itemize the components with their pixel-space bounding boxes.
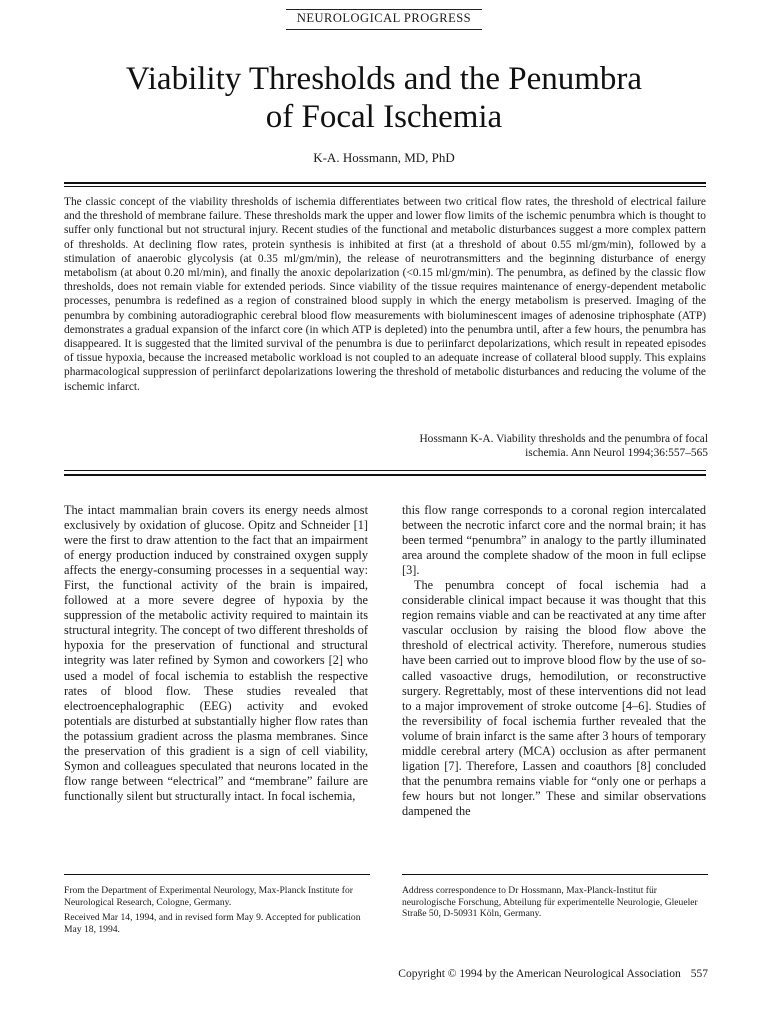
abstract-rule-thin bbox=[64, 186, 706, 187]
copyright-line bbox=[300, 968, 708, 980]
section-heading: NEUROLOGICAL PROGRESS bbox=[296, 11, 472, 25]
body-paragraph: The penumbra concept of focal ischemia had a considerable clinical impact because it was thought that this region remains viable and can be reactivated at any time after vascular occlusion by raising the blood flow above the threshold of electrical activity. Therefore, numerous studies have been carried out to improve blood flow by the use of so-called vasoactive drugs, hemodilution, or reconstructive surgery. Regrettably, most of these interventions did not lead to a major improvement of stroke outcome [4–6]. Studies of the reversibility of focal ischemia further revealed that the volume of brain infarct is the same after 3 hours of temporary middle cerebral artery (MCA) occlusion as after permanent ligation [7]. Therefore, Lassen and coauthors [8] concluded that the penumbra remains viable for “only one or perhaps a few hours but not longer.” These and similar observations dampened the bbox=[402, 578, 706, 818]
body-column-left bbox=[64, 503, 368, 804]
header-rule-top bbox=[286, 9, 482, 10]
title-line-1: Viability Thresholds and the Penumbra bbox=[125, 61, 643, 97]
body-paragraph: The intact mammalian brain covers its energy needs almost exclusively by oxidation of glucose. Opitz and Schneider [1] were the first to draw attention to the fact that an impairment of energy production induced by constrained oxygen supply affects the energy-consuming processes in a sequential way: First, the functional activity of the brain is impaired, followed at a more severe degree of hypoxia by the suppression of the metabolic activity required to maintain its structural integrity. The concept of two different thresholds of hypoxia for the preservation of functional and structural integrity was later refined by Symon and coworkers [2] who used a model of focal ischemia to establish the respective rates of blood flow. These studies revealed that electroencephalographic (EEG) activity and evoked potentials are disturbed at substantially higher flow rates than the potassium gradient across the plasma membranes. Since the preservation of this gradient is a sign of cell viability, Symon and colleagues speculated that neurons located in the flow range between “electrical” and “membrane” failure are functionally silent but structurally intact. In focal ischemia, bbox=[64, 503, 368, 803]
abstract-end-rule-thin bbox=[64, 470, 706, 471]
author-line: K-A. Hossmann, MD, PhD bbox=[313, 150, 455, 165]
abstract-end-rule-thick bbox=[64, 474, 706, 476]
footnote-left bbox=[64, 885, 368, 939]
body-column-right bbox=[402, 503, 706, 819]
copyright-text: Copyright © 1994 by the American Neurological Association bbox=[398, 968, 681, 980]
header-rule-bottom bbox=[286, 29, 482, 30]
abstract-rule-thick bbox=[64, 182, 706, 184]
page-number: 557 bbox=[690, 968, 708, 980]
title-line-2: of Focal Ischemia bbox=[265, 99, 503, 135]
footnote-rule-left bbox=[64, 874, 370, 875]
affiliation-note: From the Department of Experimental Neurology, Max-Planck Institute for Neurological Research, Cologne, Germany. bbox=[64, 885, 353, 908]
footnote-right bbox=[402, 885, 706, 924]
abstract-text: The classic concept of the viability thresholds of ischemia differentiates between two critical flow rates, the threshold of electrical failure and the threshold of membrane failure. These thresholds mark the upper and lower flow limits of the ischemic penumbra which is thought to suffer only functional but not structural injury. Recent studies of the functional and metabolic disturbances suggest a more complex pattern of thresholds. At declining flow rates, protein synthesis is inhibited at first (at a threshold of about 0.55 ml/gm/min), followed by a stimulation of anaerobic glycolysis (at 0.35 ml/gm/min), the release of neurotransmitters and the beginning disturbance of energy metabolism (at about 0.20 ml/min), and finally the anoxic depolarization (<0.15 ml/gm/min). The penumbra, as defined by the classic flow thresholds, does not remain viable for extended periods. Since viability of the tissue requires maintenance of energy-dependent metabolic processes, penumbra is redefined as a region of constrained blood supply in which the energy metabolism is preserved. Imaging of the penumbra by combining autoradiographic cerebral blood flow measurements with bioluminescent images of adenosine triphosphate (ATP) demonstrates a gradual expansion of the infarct core (in which ATP is depleted) into the penumbra until, after a few hours, the penumbra has disappeared. It is suggested that the limited survival of the penumbra is due to periinfarct depolarizations, which result in repeated episodes of tissue hypoxia, because the increased metabolic workload is not coupled to an adequate increase of collateral blood supply. This explains pharmacological suppression of periinfarct depolarizations lowering the threshold of metabolic disturbances and reducing the volume of the ischemic infarct. bbox=[64, 196, 706, 393]
received-note: Received Mar 14, 1994, and in revised form May 9. Accepted for publication May 18, 1994. bbox=[64, 912, 361, 935]
abstract-citation bbox=[380, 432, 708, 460]
footnote-rule-right bbox=[402, 874, 708, 875]
citation-line-1: Hossmann K-A. Viability thresholds and the penumbra of focal bbox=[419, 433, 708, 445]
body-paragraph: this flow range corresponds to a coronal region intercalated between the necrotic infarct core and the normal brain; it has been termed “penumbra” in analogy to the partly illuminated area around the complete shadow of the moon in full eclipse [3]. bbox=[402, 503, 706, 578]
article-title bbox=[40, 60, 728, 136]
citation-line-2: ischemia. Ann Neurol 1994;36:557–565 bbox=[525, 447, 708, 460]
correspondence-note: Address correspondence to Dr Hossmann, Max-Planck-Institut für neurologische Forschung, Abteilung für experimentelle Neurologie, Gleueler Straße 50, D-50931 Köln, Germany. bbox=[402, 885, 698, 920]
